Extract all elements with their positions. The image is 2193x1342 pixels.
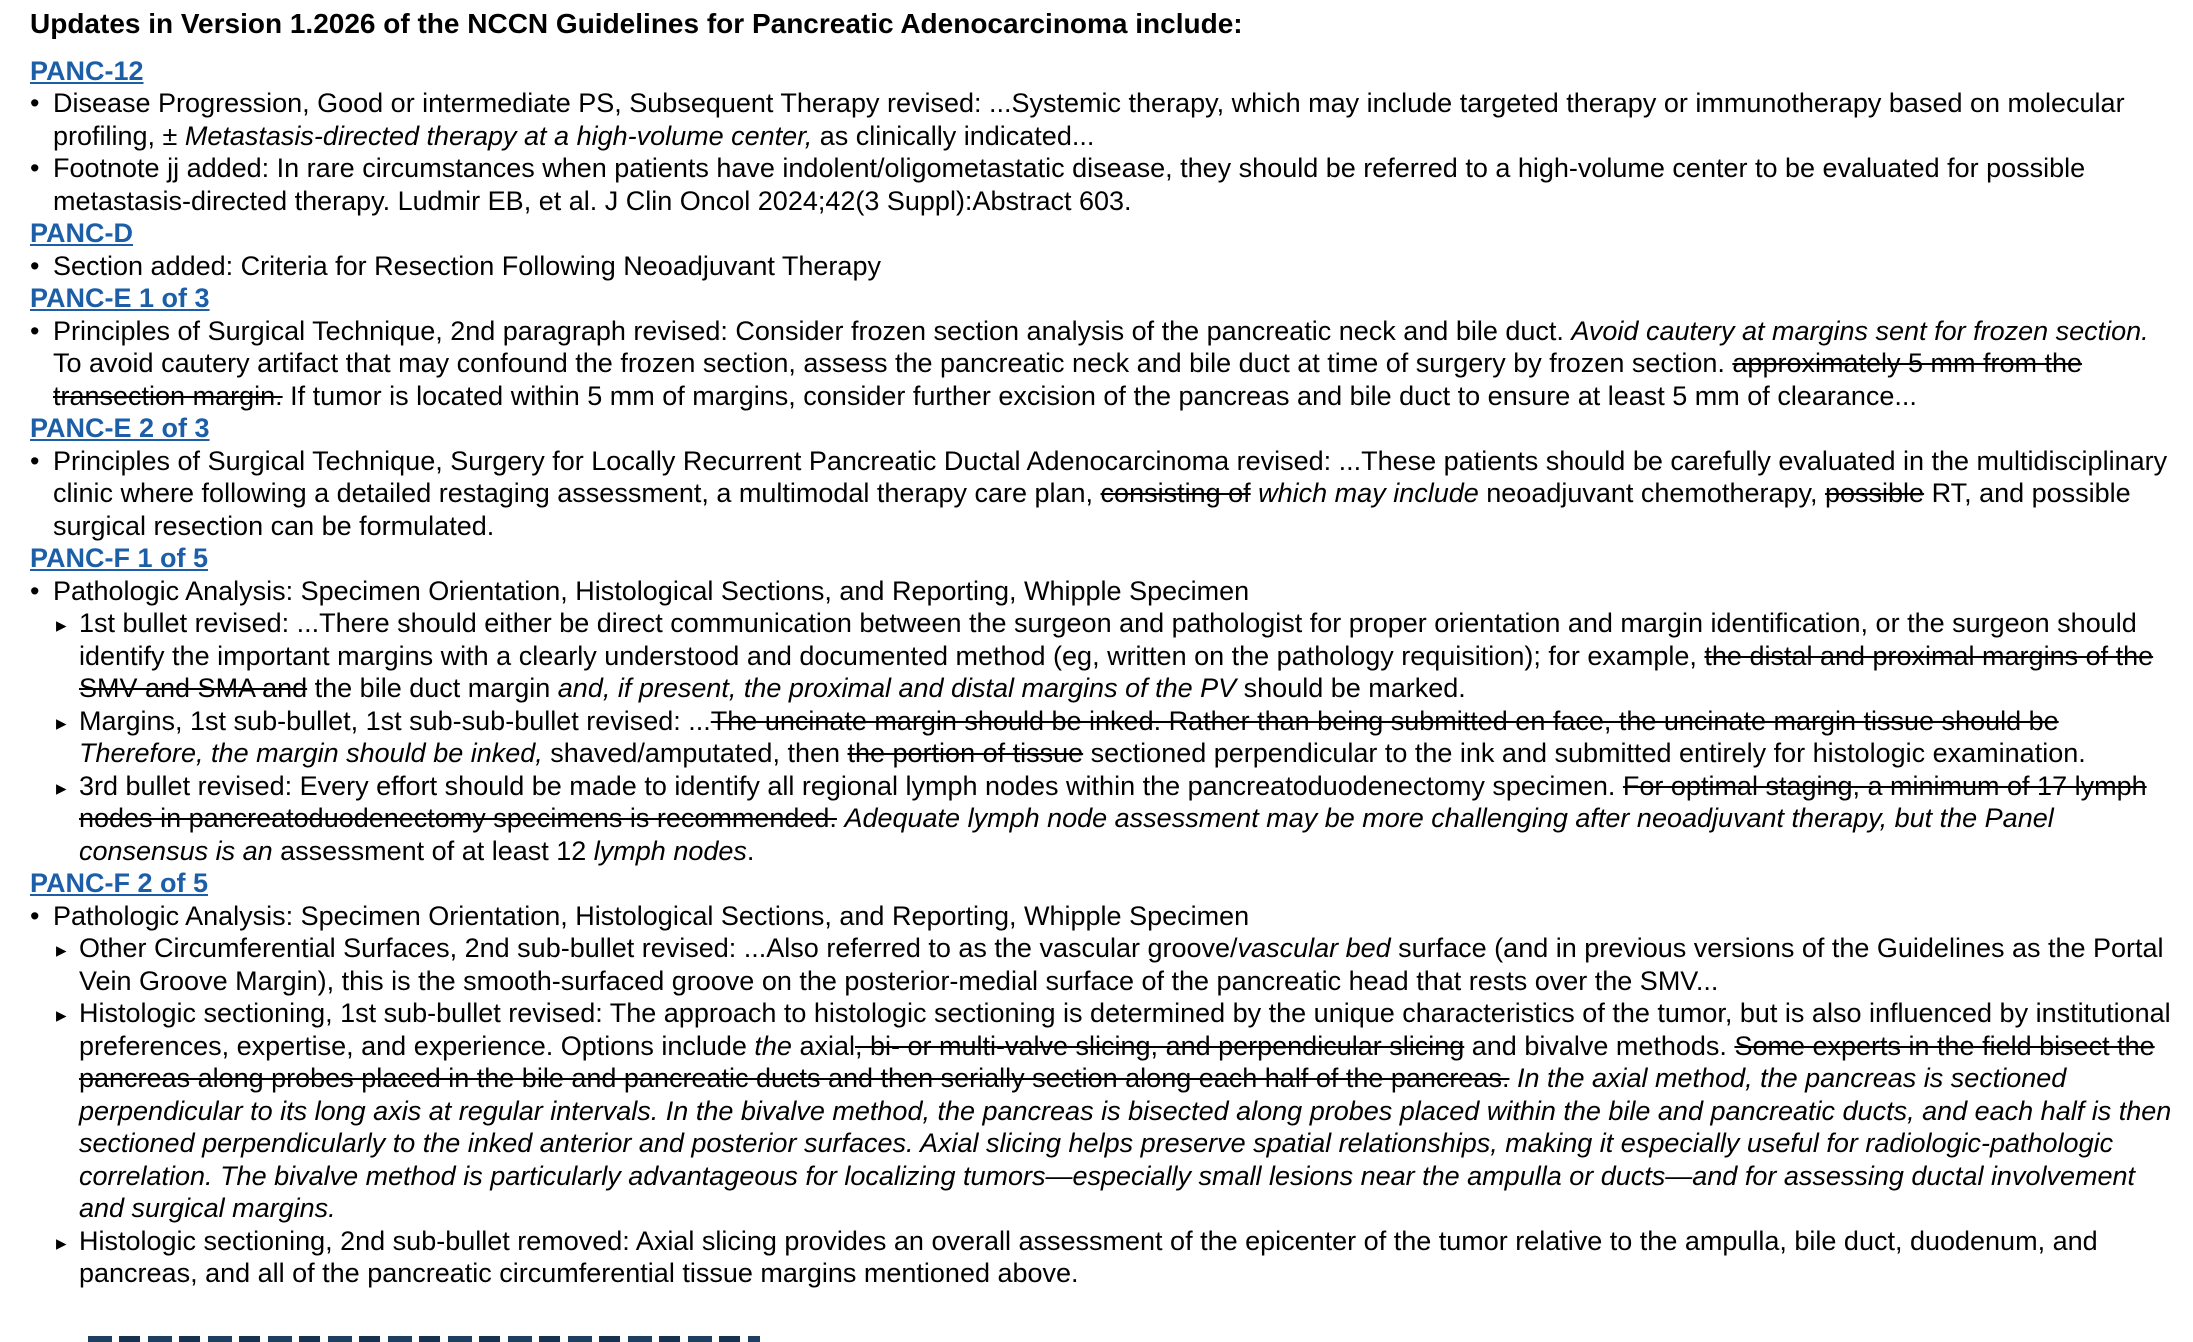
sub-list-item (56, 997, 2183, 1225)
list-item (30, 250, 2183, 283)
link-panc-e-2of3[interactable]: PANC-E 2 of 3 (30, 413, 210, 443)
update-text: Principles of Surgical Technique, Surgery for Locally Recurrent Pancreatic Ductal Adenocarcinoma revised: ...These patients should be carefully evaluated in the multidisciplinary clinic where following a detailed restaging assessment, a multimodal therapy care plan, consisting of which may include neoadjuvant chemotherapy, possible RT, and possible surgical resection can be formulated. (53, 445, 2168, 541)
list-item (30, 900, 2183, 933)
update-text: Other Circumferential Surfaces, 2nd sub-bullet revised: ...Also referred to as the vascular groove/vascular bed surface (and in previous versions of the Guidelines as the Portal Vein Groove Margin), this is the smooth-surfaced groove on the posterior-medial surface of the pancreatic head that rests over the SMV... (79, 933, 2164, 996)
link-panc-f-1of5[interactable]: PANC-F 1 of 5 (30, 543, 209, 573)
update-text: 1st bullet revised: ...There should either be direct communication between the surgeon and pathologist for proper orientation and margin identification, or the surgeon should identify the important margins with a clearly understood and documented method (eg, written on the pathology requisition); for example, the distal and proximal margins of the SMV and SMA and the bile duct margin and, if present, the proximal and distal margins of the PV should be marked. (79, 608, 2154, 703)
update-text: Principles of Surgical Technique, 2nd paragraph revised: Consider frozen section analysis of the pancreatic neck and bile duct. Avoid cautery at margins sent for frozen section. To avoid cautery artifact that may confound the frozen section, assess the pancreatic neck and bile duct at time of surgery by frozen section. approximately 5 mm from the transection margin. If tumor is located within 5 mm of margins, consider further excision of the pancreas and bile duct to ensure at least 5 mm of clearance... (53, 315, 2149, 411)
sub-list-item (56, 932, 2183, 997)
link-panc-d[interactable]: PANC-D (30, 218, 133, 248)
list-item (30, 87, 2183, 152)
update-text: Pathologic Analysis: Specimen Orientation, Histological Sections, and Reporting, Whipple Specimen (53, 575, 1250, 606)
triangle-bullet-icon: ▸ (56, 1231, 67, 1255)
update-text: Section added: Criteria for Resection Following Neoadjuvant Therapy (53, 250, 881, 281)
sub-list-item (56, 607, 2183, 705)
clipped-next-line (88, 1336, 760, 1342)
sub-list-item (56, 1225, 2183, 1290)
bullet-icon: • (30, 153, 40, 183)
bullet-icon: • (30, 250, 40, 281)
link-panc-12[interactable]: PANC-12 (30, 55, 144, 86)
update-text: Histologic sectioning, 1st sub-bullet revised: The approach to histologic sectioning is determined by the unique characteristics of the tumor, but is also influenced by institutional preferences, expertise, and experience. Options include the axial, bi- or multi-valve slicing, and perpendicular slicing and bivalve methods. Some experts in the field bisect the pancreas along probes placed in the bile and pancreatic ducts and then serially section along each half of the pancreas. In the axial method, the pancreas is sectioned perpendicular to its long axis at regular intervals. In the bivalve method, the pancreas is bisected along probes placed within the bile and pancreatic ducts, and each half is then sectioned perpendicularly to the inked anterior and posterior surfaces. Axial slicing helps preserve spatial relationships, making it especially useful for radiologic-pathologic correlation. The bivalve method is particularly advantageous for localizing tumors—especially small lesions near the ampulla or ducts—and for assessing ductal involvement and surgical margins. (79, 998, 2172, 1223)
triangle-bullet-icon: ▸ (56, 614, 67, 637)
triangle-bullet-icon: ▸ (56, 939, 67, 962)
link-panc-e-1of3[interactable]: PANC-E 1 of 3 (30, 283, 210, 313)
triangle-bullet-icon: ▸ (56, 776, 67, 800)
bullet-icon: • (30, 900, 40, 931)
sub-list-item (56, 705, 2183, 770)
update-text: Histologic sectioning, 2nd sub-bullet removed: Axial slicing provides an overall assessment of the epicenter of the tumor relative to the ampulla, bile duct, duodenum, and pancreas, and all of the pancreatic circumferential tissue margins mentioned above. (79, 1225, 2098, 1288)
list-item (30, 152, 2183, 217)
sub-list-item (56, 770, 2183, 868)
update-text: Pathologic Analysis: Specimen Orientation, Histological Sections, and Reporting, Whipple Specimen (53, 900, 1250, 931)
link-panc-f-2of5[interactable]: PANC-F 2 of 5 (30, 868, 209, 898)
update-text: Disease Progression, Good or intermediate PS, Subsequent Therapy revised: ...Systemic therapy, which may include targeted therapy or immunotherapy based on molecular profiling, ± Metastasis-directed therapy at a high-volume center, as clinically indicated... (53, 88, 2125, 151)
triangle-bullet-icon: ▸ (56, 1004, 67, 1027)
list-item (30, 445, 2183, 543)
bullet-icon: • (30, 575, 40, 606)
bullet-icon: • (30, 315, 40, 346)
update-text: 3rd bullet revised: Every effort should be made to identify all regional lymph nodes within the pancreatoduodenectomy specimen. For optimal staging, a minimum of 17 lymph nodes in pancreatoduodenectomy specimens is recommended. Adequate lymph node assessment may be more challenging after neoadjuvant therapy, but the Panel consensus is an assessment of at least 12 lymph nodes. (79, 770, 2147, 866)
list-item (30, 575, 2183, 608)
page-title: Updates in Version 1.2026 of the NCCN Guidelines for Pancreatic Adenocarcinoma include: (30, 8, 1243, 39)
update-text: Footnote jj added: In rare circumstances when patients have indolent/oligometastatic disease, they should be referred to a high-volume center to be evaluated for possible metastasis-directed therapy. Ludmir EB, et al. J Clin Oncol 2024;42(3 Suppl):Abstract 603. (53, 153, 2086, 216)
bullet-icon: • (30, 445, 40, 476)
update-text: Margins, 1st sub-bullet, 1st sub-sub-bullet revised: ...The uncinate margin should be inked. Rather than being submitted en face, the uncinate margin tissue should be Therefore, the margin should be inked, shaved/amputated, then the portion of tissue sectioned perpendicular to the ink and submitted entirely for histologic examination. (79, 705, 2086, 768)
list-item (30, 315, 2183, 413)
triangle-bullet-icon: ▸ (56, 711, 67, 735)
bullet-icon: • (30, 88, 40, 118)
